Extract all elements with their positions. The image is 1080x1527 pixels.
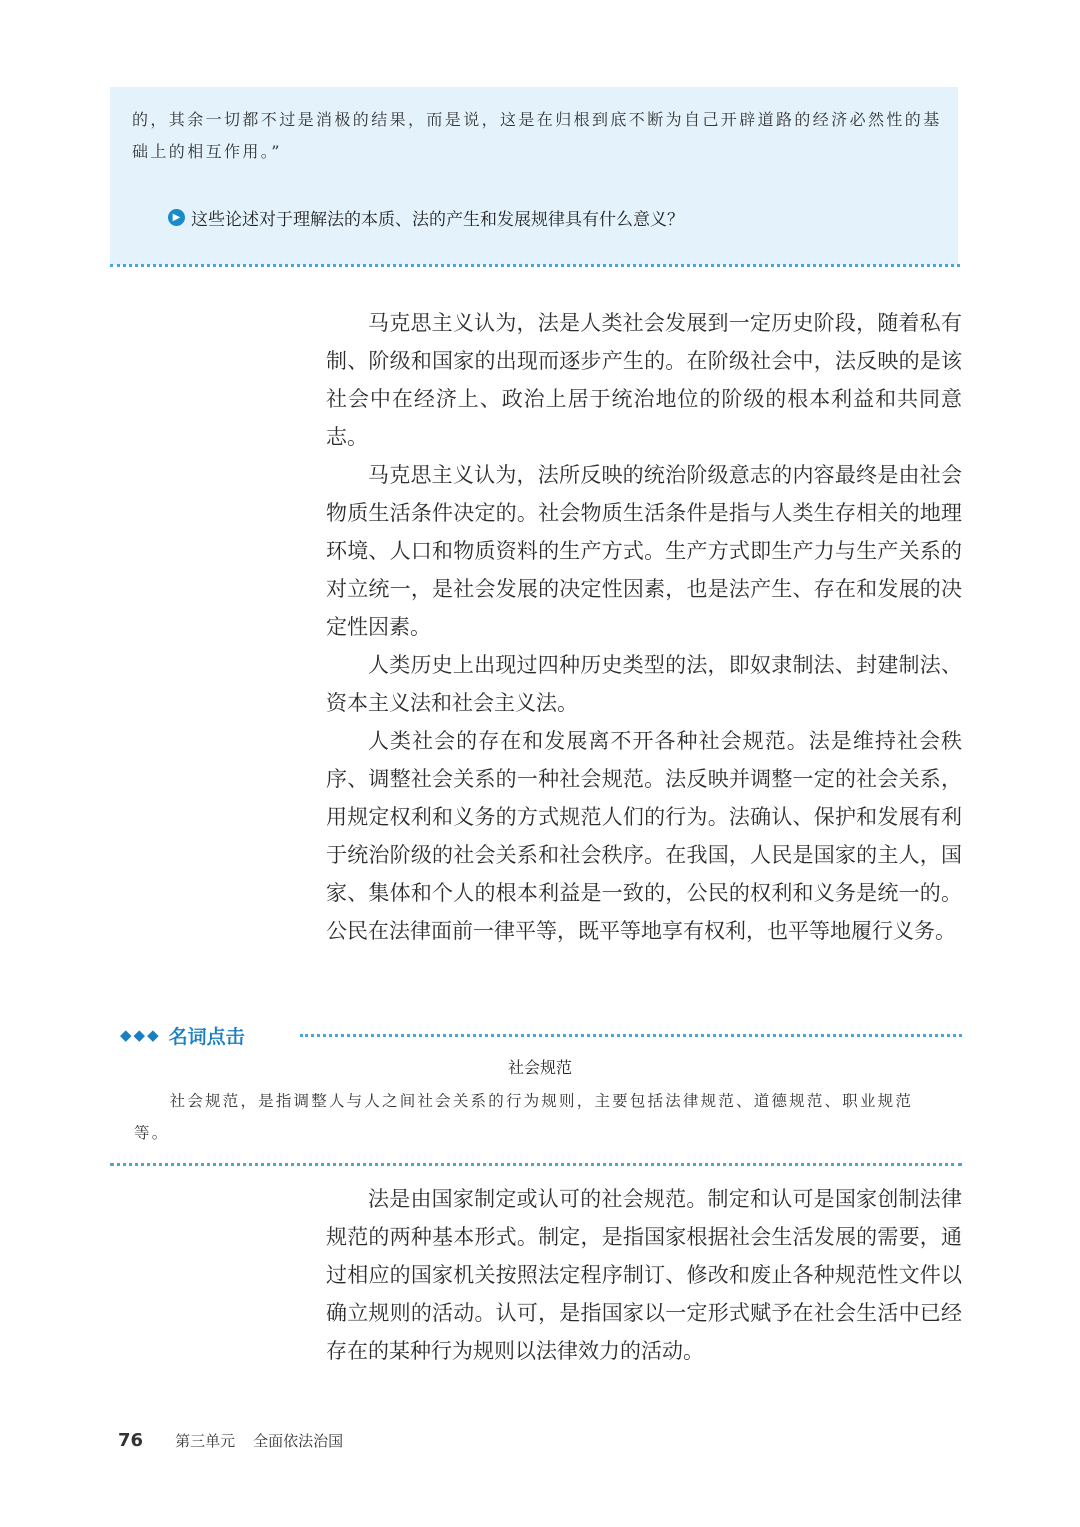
question-text: 这些论述对于理解法的本质、法的产生和发展规律具有什么意义？ [191, 209, 684, 230]
paragraph: 人类历史上出现过四种历史类型的法，即奴隶制法、封建制法、资本主义法和社会主义法。 [326, 653, 962, 715]
quote-text: 的，其余一切都不过是消极的结果，而是说，这是在归根到底不断为自己开辟道路的经济必然性的基础上的相互作用。” [132, 110, 942, 161]
arrow-right-icon: ▶ [168, 209, 185, 226]
unit-label: 第三单元 [175, 1431, 236, 1450]
paragraph: 马克思主义认为，法是人类社会发展到一定历史阶段，随着私有制、阶级和国家的出现而逐步产生的。在阶级社会中，法反映的是该社会中在经济上、政治上居于统治地位的阶级的根本利益和共同意志。 [326, 311, 962, 449]
term-definition: 社会规范，是指调整人与人之间社会关系的行为规则，主要包括法律规范、道德规范、职业规范等。 [134, 1092, 914, 1142]
unit-title: 全面依法治国 [253, 1431, 344, 1450]
paragraph: 法是由国家制定或认可的社会规范。制定和认可是国家创制法律规范的两种基本形式。制定，是指国家根据社会生活发展的需要，通过相应的国家机关按照法定程序制订、修改和废止各种规范性文件以确立规则的活动。认可，是指国家以一定形式赋予在社会生活中已经存在的某种行为规则以法律效力的活动。 [326, 1187, 962, 1363]
main-text-1 [326, 304, 962, 950]
paragraph: 人类社会的存在和发展离不开各种社会规范。法是维持社会秩序、调整社会关系的一种社会规范。法反映并调整一定的社会关系，用规定权利和义务的方式规范人们的行为。法确认、保护和发展有利于统治阶级的社会关系和社会秩序。在我国，人民是国家的主人，国家、集体和个人的根本利益是一致的，公民的权利和义务是统一的。公民在法律面前一律平等，既平等地享有权利，也平等地履行义务。 [326, 729, 962, 943]
diamond-icons: ◆◆◆ [120, 1026, 161, 1044]
divider-dotted [110, 1163, 962, 1166]
page-footer [118, 1428, 343, 1452]
discussion-question [168, 202, 684, 232]
term-name: 社会规范 [507, 1058, 572, 1077]
term-section-title: 名词点击 [168, 1025, 245, 1048]
term-section-header [120, 1020, 245, 1050]
divider-dotted [110, 264, 960, 267]
page-number: 76 [118, 1429, 144, 1451]
main-text-2 [326, 1180, 962, 1370]
paragraph: 马克思主义认为，法所反映的统治阶级意志的内容最终是由社会物质生活条件决定的。社会物质生活条件是指与人类生存相关的地理环境、人口和物质资料的生产方式。生产方式即生产力与生产关系的对立统一，是社会发展的决定性因素，也是法产生、存在和发展的决定性因素。 [326, 463, 962, 639]
divider-dotted [300, 1034, 962, 1037]
